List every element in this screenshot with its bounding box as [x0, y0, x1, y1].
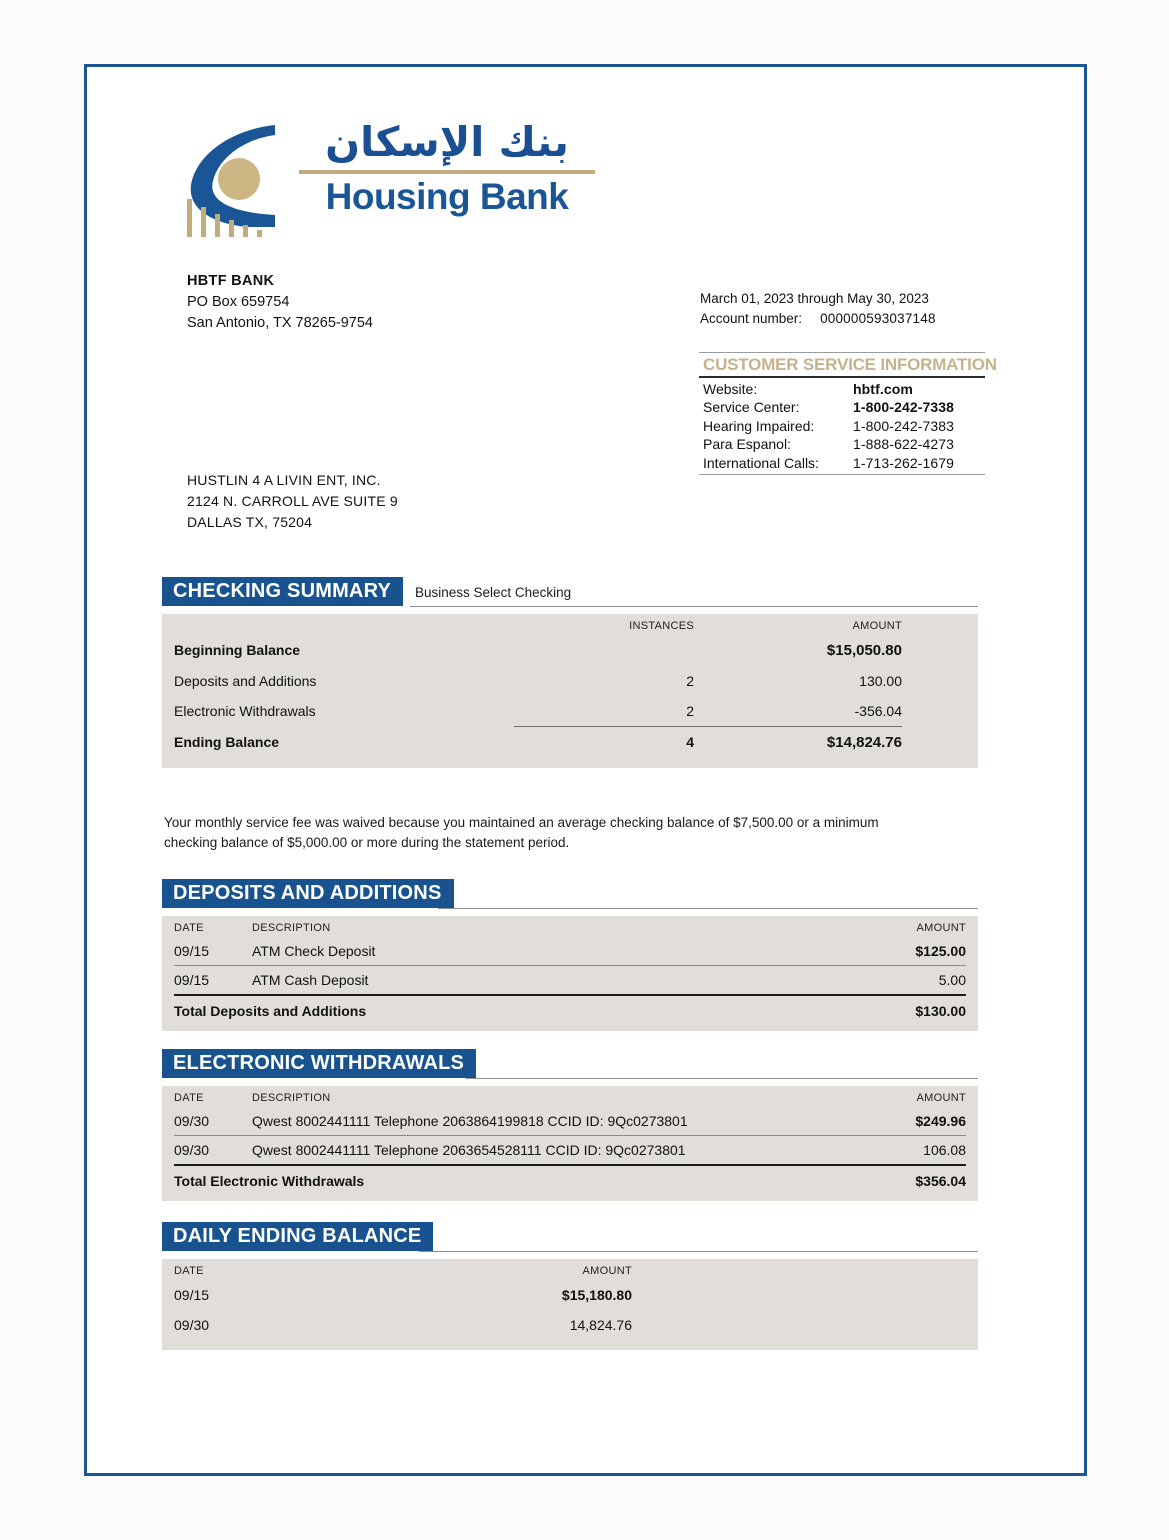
- col-date: DATE: [174, 1265, 204, 1277]
- total-label: Total Deposits and Additions: [174, 1003, 367, 1019]
- row-date: 09/30: [174, 1142, 210, 1158]
- col-description: DESCRIPTION: [252, 922, 331, 934]
- bank-city-state-zip: San Antonio, TX 78265-9754: [187, 315, 373, 332]
- row-amount: 14,824.76: [569, 1317, 632, 1333]
- checking-summary-heading: CHECKING SUMMARY: [162, 577, 403, 606]
- row-description: ATM Check Deposit: [252, 943, 376, 959]
- withdrawals-table: [162, 1086, 978, 1201]
- customer-city-state-zip: DALLAS TX, 75204: [187, 514, 313, 530]
- customer-name: HUSTLIN 4 A LIVIN ENT, INC.: [187, 472, 381, 488]
- table-row: [174, 666, 966, 696]
- customer-service-box: [699, 352, 997, 475]
- total-amount: $356.04: [915, 1173, 966, 1189]
- logo-arabic-text: بنك الإسكان: [325, 118, 569, 166]
- service-fee-note: Your monthly service fee was waived because you maintained an average checking balance of $7,500.00 or a minimum checking balance of $5,000.00 or more during the statement period.: [164, 815, 879, 851]
- section-divider: [438, 908, 978, 909]
- table-row: [174, 937, 966, 965]
- row-description: ATM Cash Deposit: [252, 972, 369, 988]
- row-label: Deposits and Additions: [174, 673, 317, 689]
- row-instances: 2: [686, 703, 694, 719]
- csi-value: 1-713-262-1679: [853, 454, 955, 471]
- table-row: [174, 1135, 966, 1164]
- row-amount: $249.96: [915, 1113, 966, 1129]
- total-amount: $130.00: [915, 1003, 966, 1019]
- table-header-row: [174, 922, 966, 937]
- table-row: [174, 1280, 966, 1310]
- section-divider: [466, 1078, 978, 1079]
- withdrawals-section: [162, 1049, 978, 1201]
- col-date: DATE: [174, 922, 204, 934]
- section-divider: [410, 606, 978, 607]
- bank-logo: [185, 117, 605, 247]
- col-description: DESCRIPTION: [252, 1092, 331, 1104]
- row-date: 09/30: [174, 1317, 210, 1333]
- table-row: [174, 635, 966, 666]
- deposits-heading: DEPOSITS AND ADDITIONS: [162, 879, 454, 908]
- table-row: [174, 696, 966, 726]
- csi-label: Service Center:: [703, 399, 800, 416]
- col-amount: AMOUNT: [916, 1092, 966, 1104]
- col-date: DATE: [174, 1092, 204, 1104]
- csi-bottom-divider: [699, 474, 985, 475]
- row-label: Beginning Balance: [174, 642, 301, 658]
- logo-english-text: Housing Bank: [325, 176, 569, 218]
- table-header-row: [174, 1092, 966, 1107]
- bank-name: HBTF BANK: [187, 273, 275, 289]
- section-divider: [419, 1251, 978, 1252]
- csi-value: 1-800-242-7338: [853, 399, 955, 416]
- statement-meta: [700, 289, 936, 330]
- row-description: Qwest 8002441111 Telephone 2063864199818 CCID ID: 9Qc0273801: [252, 1113, 688, 1129]
- account-number-value: 000000593037148: [820, 311, 936, 327]
- csi-label: Hearing Impaired:: [703, 417, 815, 434]
- bank-po-box: PO Box 659754: [187, 294, 290, 311]
- row-instances: 4: [686, 734, 694, 750]
- withdrawals-heading: ELECTRONIC WITHDRAWALS: [162, 1049, 476, 1078]
- customer-address-block: [187, 470, 398, 533]
- bank-address-block: [187, 271, 373, 334]
- customer-service-row: [703, 454, 985, 472]
- table-header-row: [174, 620, 966, 635]
- row-amount: $15,180.80: [561, 1287, 632, 1303]
- row-amount: 5.00: [938, 972, 966, 988]
- row-label: Ending Balance: [174, 734, 280, 750]
- customer-service-row: [703, 380, 985, 398]
- daily-ending-balance-heading: DAILY ENDING BALANCE: [162, 1222, 433, 1251]
- customer-service-row: [703, 417, 985, 435]
- table-row: [174, 727, 966, 758]
- deposits-total-row: [174, 994, 966, 1021]
- total-label: Total Electronic Withdrawals: [174, 1173, 365, 1189]
- row-label: Electronic Withdrawals: [174, 703, 316, 719]
- statement-page: [84, 64, 1087, 1476]
- row-amount: 130.00: [859, 673, 902, 689]
- daily-ending-balance-table: [162, 1259, 978, 1350]
- csi-label: Website:: [703, 381, 758, 397]
- statement-period: March 01, 2023 through May 30, 2023: [700, 291, 929, 306]
- row-amount: $125.00: [915, 943, 966, 959]
- deposits-section: [162, 879, 978, 1031]
- daily-ending-balance-section: [162, 1222, 978, 1350]
- table-row: [174, 1310, 966, 1340]
- col-amount: AMOUNT: [582, 1265, 632, 1277]
- row-amount: -356.04: [854, 703, 902, 719]
- csi-value: 1-888-622-4273: [853, 436, 955, 453]
- csi-label: International Calls:: [703, 454, 819, 471]
- row-date: 09/15: [174, 1287, 210, 1303]
- customer-service-row: [703, 435, 985, 453]
- csi-value[interactable]: hbtf.com: [853, 381, 913, 397]
- customer-service-row: [703, 398, 985, 416]
- csi-label: Para Espanol:: [703, 436, 791, 453]
- checking-summary-section: [162, 577, 978, 768]
- col-instances: INSTANCES: [629, 620, 694, 632]
- customer-service-title: CUSTOMER SERVICE INFORMATION: [703, 355, 997, 374]
- row-instances: 2: [686, 673, 694, 689]
- checking-account-type: Business Select Checking: [415, 585, 572, 600]
- table-row: [174, 965, 966, 994]
- checking-summary-table: [162, 614, 978, 768]
- customer-street: 2124 N. CARROLL AVE SUITE 9: [187, 493, 398, 509]
- table-header-row: [174, 1265, 966, 1280]
- housing-bank-swoosh-icon: [185, 123, 277, 241]
- row-date: 09/15: [174, 972, 210, 988]
- col-amount: AMOUNT: [852, 620, 902, 632]
- summary-subtotal-divider: [174, 726, 966, 727]
- logo-divider: [299, 170, 595, 174]
- deposits-table: [162, 916, 978, 1031]
- col-amount: AMOUNT: [916, 922, 966, 934]
- row-amount: $15,050.80: [826, 642, 902, 659]
- row-date: 09/30: [174, 1113, 210, 1129]
- table-row: [174, 1107, 966, 1135]
- row-description: Qwest 8002441111 Telephone 2063654528111 CCID ID: 9Qc0273801: [252, 1142, 686, 1158]
- withdrawals-total-row: [174, 1164, 966, 1191]
- row-amount: $14,824.76: [826, 734, 902, 751]
- csi-value: 1-800-242-7383: [853, 417, 955, 434]
- row-amount: 106.08: [923, 1142, 966, 1158]
- account-number-label: Account number:: [700, 311, 803, 327]
- row-date: 09/15: [174, 943, 210, 959]
